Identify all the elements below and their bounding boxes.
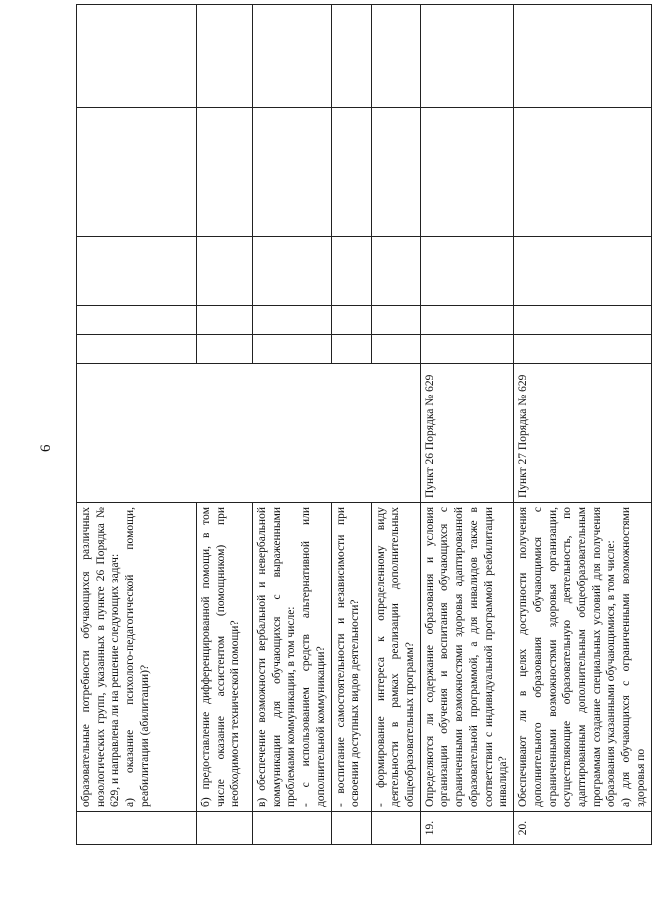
answer-cell — [253, 5, 332, 108]
answer-cell — [420, 335, 513, 364]
row-number: 19. — [420, 812, 513, 845]
answer-cell — [253, 335, 332, 364]
question-cell: Определяются ли содержание образования и условия организации обучения и воспитания обучающихся с ограниченными возможностями здоровья адаптированной образовательной программой, а для инвалидов также в соответствии с индивидуальной программой реабилитации инвалида? — [420, 503, 513, 812]
question-cell: в) обеспечение возможности вербальной и невербальной коммуникации для обучающихся с выраженными проблемами коммуникации, в том числе: - с использованием средств альтернативной или дополнительной коммуникации? — [253, 503, 332, 812]
question-cell: - формирование интереса к определенному виду деятельности в рамках реализации дополнительных общеобразовательных программ? — [371, 503, 420, 812]
checklist-table — [76, 4, 652, 845]
answer-cell — [197, 237, 253, 306]
question-cell: - воспитание самостоятельности и независимости при освоении доступных видов деятельности? — [331, 503, 371, 812]
answer-cell — [197, 108, 253, 237]
row-number — [253, 812, 332, 845]
answer-cell — [77, 108, 197, 237]
answer-cell — [371, 335, 420, 364]
row-number — [197, 812, 253, 845]
answer-cell — [420, 5, 513, 108]
answer-cell — [77, 335, 197, 364]
page-number: 6 — [38, 444, 54, 452]
table-row — [77, 5, 197, 845]
answer-cell — [514, 108, 651, 237]
row-number — [371, 812, 420, 845]
answer-cell — [514, 335, 651, 364]
answer-cell — [77, 5, 197, 108]
answer-cell — [253, 237, 332, 306]
answer-cell — [331, 5, 371, 108]
answer-cell — [371, 306, 420, 335]
answer-cell — [420, 306, 513, 335]
row-number — [77, 812, 197, 845]
answer-cell — [197, 5, 253, 108]
answer-cell — [514, 237, 651, 306]
answer-cell — [331, 306, 371, 335]
answer-cell — [253, 108, 332, 237]
answer-cell — [197, 306, 253, 335]
answer-cell — [420, 108, 513, 237]
row-number: 20. — [514, 812, 651, 845]
answer-cell — [331, 108, 371, 237]
row-number — [331, 812, 371, 845]
answer-cell — [77, 306, 197, 335]
table-row — [420, 5, 513, 845]
answer-cell — [514, 306, 651, 335]
answer-cell — [331, 335, 371, 364]
answer-cell — [371, 5, 420, 108]
answer-cell — [253, 306, 332, 335]
table-row — [514, 5, 651, 845]
answer-cell — [371, 237, 420, 306]
reference-cell: Пункт 27 Порядка № 629 — [514, 364, 651, 503]
answer-cell — [197, 335, 253, 364]
answer-cell — [331, 237, 371, 306]
question-cell: образовательные потребности обучающихся различных нозологических групп, указанных в пункте 26 Порядка № 629, и направлена ли на решение следующих задач: а) оказание психолого-педагогической помощи, реабилитации (абилитации)? — [77, 503, 197, 812]
rotated-table-sheet — [76, 65, 647, 845]
reference-cell — [77, 364, 421, 503]
answer-cell — [420, 237, 513, 306]
question-cell: б) предоставление дифференцированной помощи, в том числе оказание ассистентом (помощником) при необходимости технической помощи? — [197, 503, 253, 812]
answer-cell — [371, 108, 420, 237]
reference-cell: Пункт 26 Порядка № 629 — [420, 364, 513, 503]
answer-cell — [514, 5, 651, 108]
question-cell: Обеспечивают ли в целях доступности получения дополнительного образования обучающимися с ограниченными возможностями здоровья организации, осуществляющие образовательную деятельность, по адаптированным дополнительным общеобразовательным программам создание специальных условий для получения образования указанными обучающимися, в том числе: а) для обучающихся с ограниченными возможностями здоровья по — [514, 503, 651, 812]
answer-cell — [77, 237, 197, 306]
